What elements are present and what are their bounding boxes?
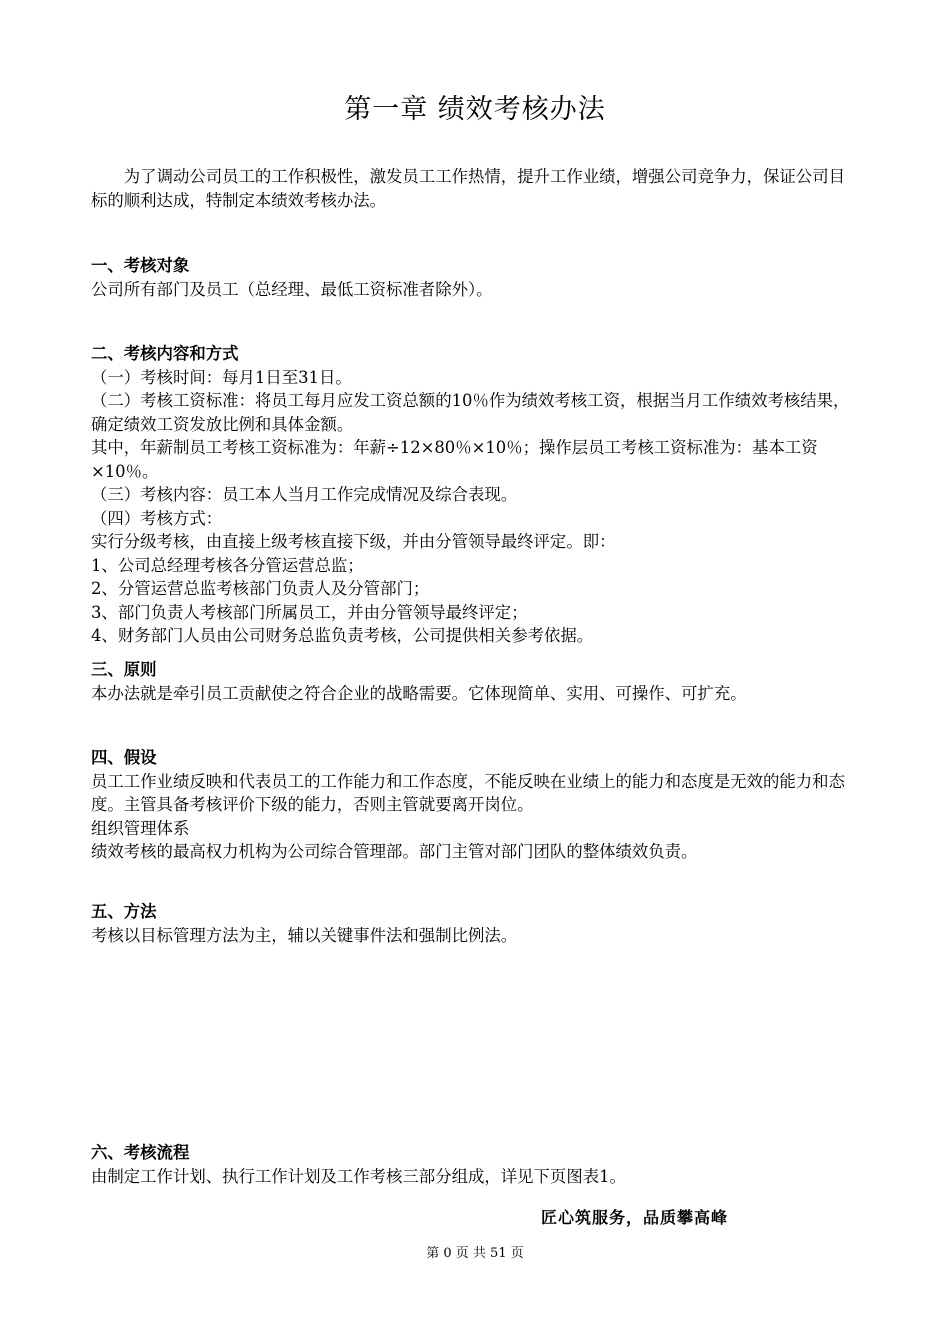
chapter-title: 第一章 绩效考核办法 — [344, 94, 606, 125]
section-2-line: 4、财务部门人员由公司财务总监负责考核，公司提供相关参考依据。 — [91, 626, 594, 645]
page-number: 第 0 页 共 51 页 — [426, 1246, 524, 1261]
footer-slogan: 匠心筑服务，品质攀高峰 — [541, 1208, 729, 1227]
section-4 — [91, 746, 861, 864]
section-5-line: 考核以目标管理方法为主，辅以关键事件法和强制比例法。 — [91, 925, 518, 945]
section-2-heading: 二、考核内容和方式 — [91, 344, 239, 363]
section-5 — [91, 900, 861, 947]
section-6-line: 由制定工作计划、执行工作计划及工作考核三部分组成，详见下页图表1。 — [91, 1166, 626, 1186]
section-2-line: 实行分级考核，由直接上级考核直接下级，并由分管领导最终评定。即： — [91, 532, 616, 551]
section-4-heading: 四、假设 — [91, 748, 157, 767]
section-6-heading: 六、考核流程 — [91, 1143, 190, 1162]
section-3 — [91, 658, 861, 705]
section-6 — [91, 1141, 861, 1188]
section-3-heading: 三、原则 — [91, 660, 157, 679]
section-2-line: 1、公司总经理考核各分管运营总监； — [91, 555, 364, 575]
section-2-line: （四）考核方式： — [91, 508, 223, 528]
section-2 — [91, 342, 861, 648]
section-3-line: 本办法就是牵引员工贡献使之符合企业的战略需要。它体现简单、实用、可操作、可扩充。 — [91, 683, 747, 703]
section-2-line: 3、部门负责人考核部门所属员工，并由分管领导最终评定； — [91, 602, 528, 622]
section-4-line: 组织管理体系 — [91, 818, 190, 838]
section-2-line: （三）考核内容：员工本人当月工作完成情况及综合表现。 — [91, 485, 518, 504]
intro-paragraph — [91, 165, 861, 212]
section-4-line: 绩效考核的最高权力机构为公司综合管理部。部门主管对部门团队的整体绩效负责。 — [91, 842, 698, 861]
section-4-line: 员工工作业绩反映和代表员工的工作能力和工作态度，不能反映在业绩上的能力和态度是无效的能力和态度。主管具备考核评价下级的能力，否则主管就要离开岗位。 — [91, 771, 845, 814]
section-5-heading: 五、方法 — [91, 902, 157, 921]
section-1-line: 公司所有部门及员工（总经理、最低工资标准者除外）。 — [91, 279, 493, 299]
section-2-line: （一）考核时间：每月1日至31日。 — [91, 367, 352, 387]
section-1 — [91, 254, 861, 301]
section-2-line: 其中，年薪制员工考核工资标准为：年薪÷12×80％×10％；操作层员工考核工资标准为：基本工资×10％。 — [91, 438, 818, 481]
section-1-heading: 一、考核对象 — [91, 256, 190, 275]
section-2-line: （二）考核工资标准：将员工每月应发工资总额的10％作为绩效考核工资，根据当月工作绩效考核结果，确定绩效工资发放比例和具体金额。 — [91, 391, 850, 434]
intro-text: 为了调动公司员工的工作积极性，激发员工工作热情，提升工作业绩，增强公司竞争力，保证公司目标的顺利达成，特制定本绩效考核办法。 — [91, 167, 845, 210]
section-2-line: 2、分管运营总监考核部门负责人及分管部门； — [91, 579, 430, 598]
